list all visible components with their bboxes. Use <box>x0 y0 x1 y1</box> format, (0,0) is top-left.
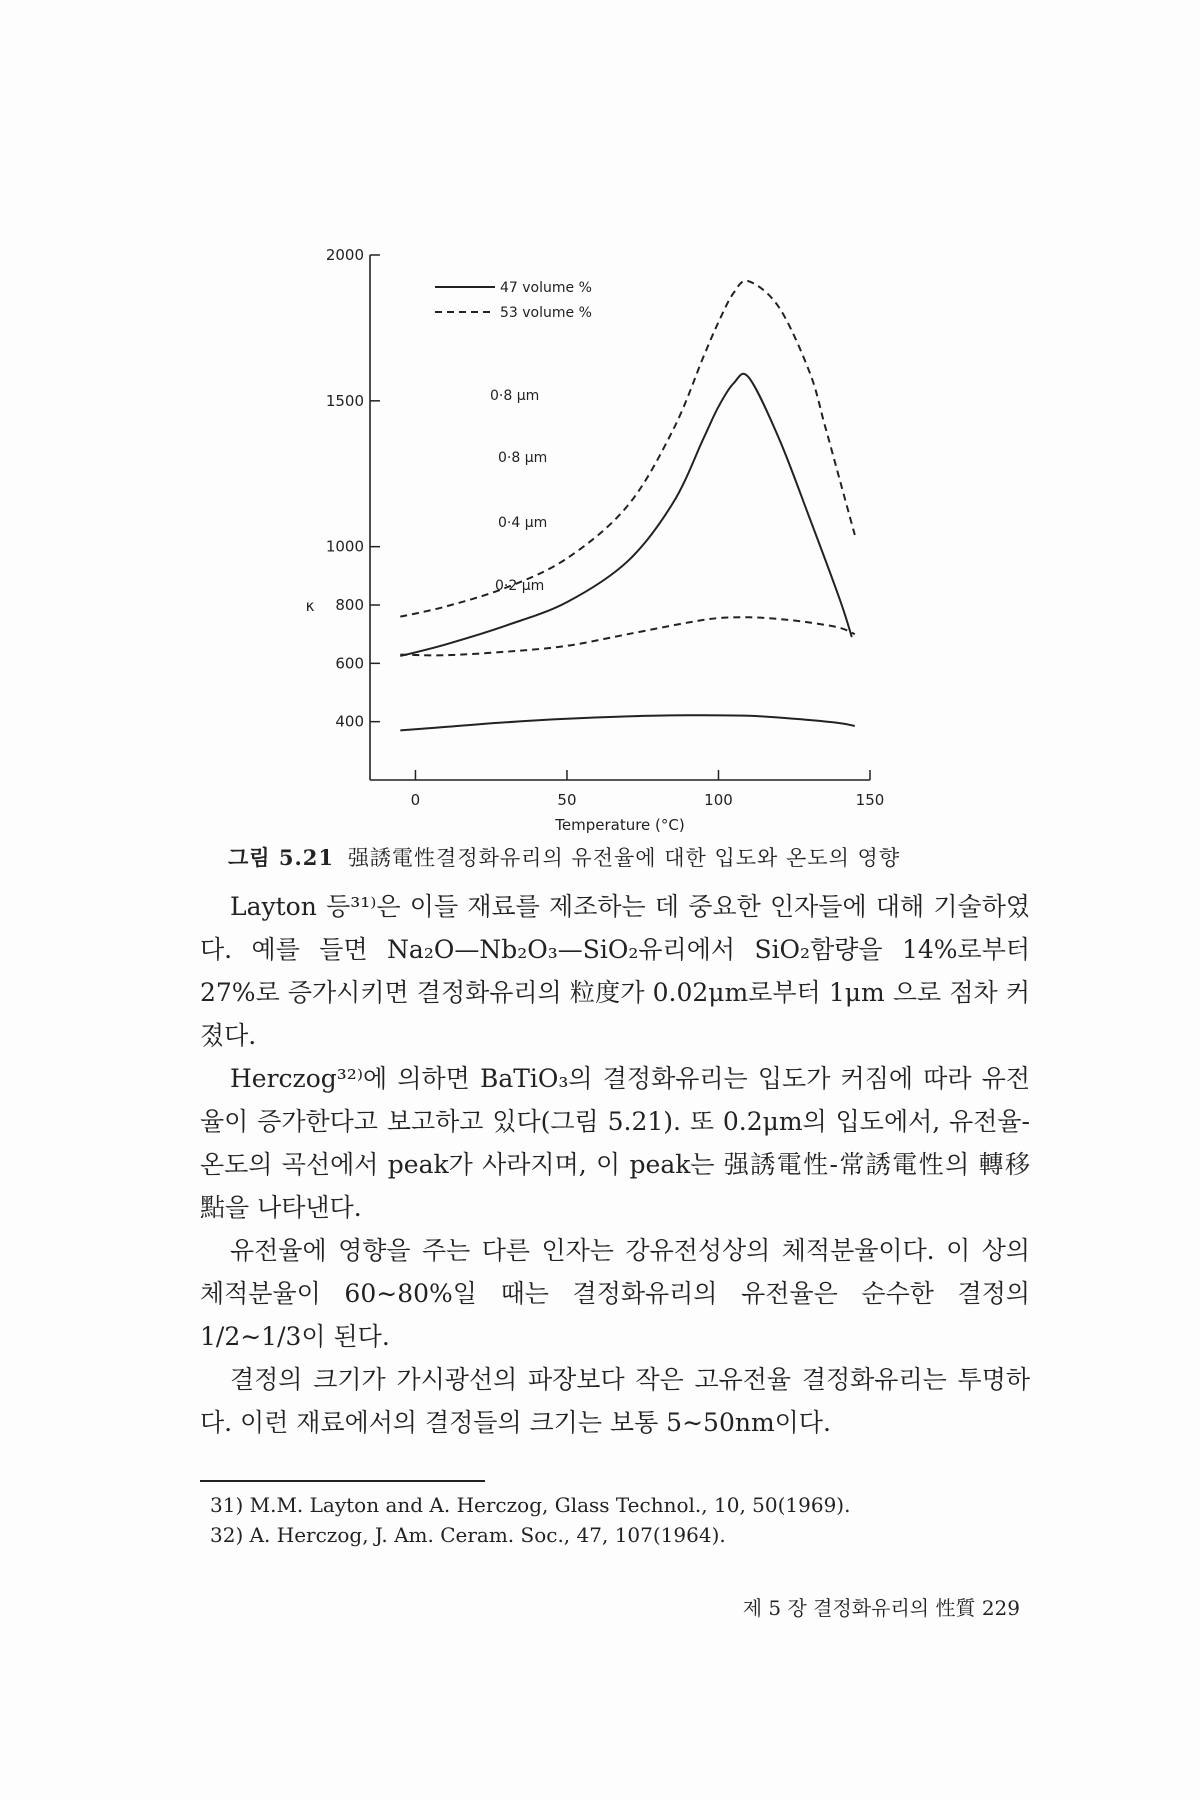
page-number: 229 <box>981 1596 1020 1620</box>
chart-axes <box>370 255 870 780</box>
footnote-31: 31) M.M. Layton and A. Herczog, Glass Technol., 10, 50(1969). <box>210 1493 851 1517</box>
figure-caption <box>228 842 1028 872</box>
curve-label: 0·4 μm <box>498 515 548 531</box>
chart-labels <box>490 388 547 594</box>
y-tick-label: 1500 <box>325 391 364 410</box>
y-tick-label: 400 <box>335 712 364 731</box>
paragraph-4: 결정의 크기가 가시광선의 파장보다 작은 고유전율 결정화유리는 투명하다. 이런 재료에서의 결정들의 크기는 보통 5∼50nm이다. <box>200 1365 1030 1437</box>
y-tick-label: 800 <box>335 596 364 614</box>
x-tick-label: 150 <box>855 791 885 809</box>
footnotes <box>210 1490 1010 1550</box>
footnote-rule <box>200 1480 485 1482</box>
body-text <box>200 885 1030 1444</box>
paragraph-2: Herczog³²⁾에 의하면 BaTiO₃의 결정화유리는 입도가 커짐에 따라 유전율이 증가한다고 보고하고 있다(그림 5.21). 또 0.2μm의 입도에서, 유전율-온도의 곡선에서 peak가 사라지며, 이 peak는 强誘電性-常誘電性의 轉移點을 나타낸다. <box>200 1064 1030 1222</box>
figure-caption-text: 强誘電性결정화유리의 유전율에 대한 입도와 온도의 영향 <box>348 846 901 870</box>
curve-0-4um-53vol <box>400 617 855 655</box>
chart-series <box>400 281 855 731</box>
chart-legend <box>435 280 592 321</box>
x-tick-label: 100 <box>704 791 733 809</box>
curve-0-2um-47vol <box>400 715 855 730</box>
figure-number: 그림 5.21 <box>228 845 335 870</box>
curve-label: 0·8 μm <box>498 450 548 466</box>
running-footer <box>620 1592 1020 1621</box>
footnote-32: 32) A. Herczog, J. Am. Ceram. Soc., 47, 107(1964). <box>210 1523 726 1547</box>
y-tick-label: 2000 <box>325 246 364 264</box>
curve-label: 0·8 μm <box>490 388 540 404</box>
legend-label: 53 volume % <box>500 305 592 321</box>
x-tick-label: 0 <box>410 791 421 809</box>
y-tick-label: 1000 <box>325 537 364 556</box>
curve-0-8um-47vol <box>400 374 852 656</box>
dielectric-constant-chart <box>300 205 960 835</box>
chart-ticks <box>306 246 885 834</box>
figure <box>300 205 960 835</box>
legend-label: 47 volume % <box>500 280 592 296</box>
x-axis-title: Temperature (°C) <box>555 816 685 834</box>
y-tick-label: 600 <box>335 654 364 673</box>
paragraph-3: 유전율에 영향을 주는 다른 인자는 강유전성상의 체적분율이다. 이 상의 체적분율이 60∼80%일 때는 결정화유리의 유전율은 순수한 결정의 1/2∼1/3이 된다. <box>200 1236 1030 1351</box>
curve-0-8um-53vol <box>400 281 855 617</box>
y-axis-title: κ <box>305 597 315 615</box>
paragraph-1: Layton 등³¹⁾은 이들 재료를 제조하는 데 중요한 인자들에 대해 기술하였다. 예를 들면 Na₂O—Nb₂O₃—SiO₂유리에서 SiO₂함량을 14%로부터 27%로 증가시키면 결정화유리의 粒度가 0.02μm로부터 1μm 으로 점차 커졌다. <box>200 892 1030 1050</box>
x-tick-label: 50 <box>557 791 577 809</box>
curve-label: 0·2 μm <box>495 578 545 594</box>
chapter-title: 제 5 장 결정화유리의 性質 <box>742 1596 976 1620</box>
